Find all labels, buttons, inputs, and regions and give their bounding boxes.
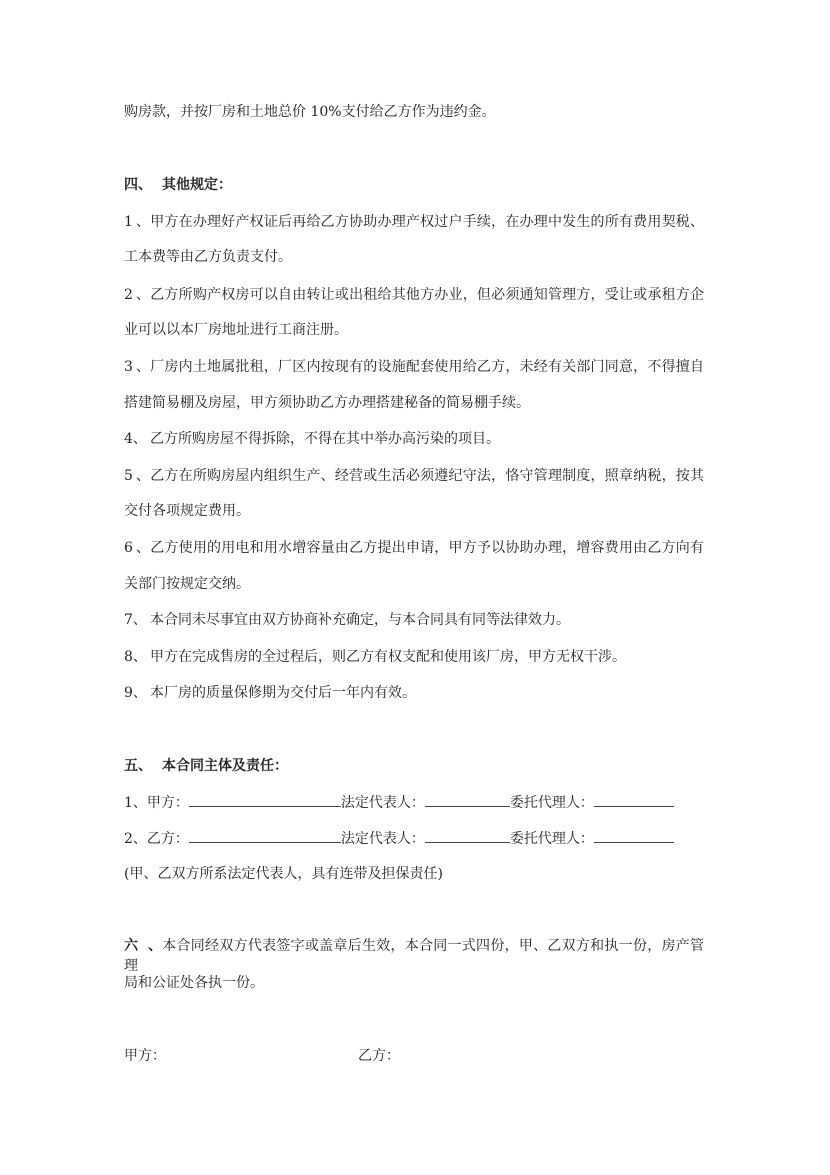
section5-heading: [124, 756, 288, 776]
item-num: 5、: [124, 468, 150, 484]
section6-paragraph: [124, 936, 704, 974]
list-item: [124, 538, 704, 558]
agent-field[interactable]: [594, 828, 674, 843]
item-num: 3、: [124, 359, 150, 375]
section4-heading: [124, 175, 232, 195]
agent-label: 委托代理人：: [509, 831, 594, 847]
rep-field[interactable]: [425, 828, 510, 843]
item-num: 4、: [124, 431, 147, 447]
agent-field[interactable]: [594, 792, 674, 807]
item-text: 乙方所购房屋不得拆除，不得在其中举办高污染的项目。: [150, 431, 500, 447]
list-item: [124, 429, 500, 449]
item-text: 本厂房的质量保修期为交付后一年内有效。: [150, 685, 416, 701]
party-label: 1、甲方：: [124, 795, 189, 811]
section6-num: 六、: [124, 938, 162, 954]
agent-label: 委托代理人：: [509, 795, 594, 811]
party-row-b: [124, 828, 674, 848]
item-num: 6、: [124, 540, 150, 556]
rep-field[interactable]: [425, 792, 510, 807]
item-text: 甲方在办理好产权证后再给乙方协助办理产权过户手续，在办理中发生的所有费用契税、: [150, 214, 704, 230]
item-text: 本合同未尽事宜由双方协商补充确定，与本合同具有同等法律效力。: [150, 612, 570, 628]
intro-tail: 购房款，并按厂房和土地总价 10%支付给乙方作为违约金。: [124, 104, 496, 120]
party-label: 2、乙方：: [124, 831, 189, 847]
list-item: [124, 285, 704, 305]
liability-note: (甲、乙双方所系法定代表人，具有连带及担保责任): [124, 866, 443, 882]
item-text: 工本费等由乙方负责支付。: [124, 249, 292, 265]
item-text: 乙方使用的用电和用水增容量由乙方提出申请，甲方予以协助办理，增容费用由乙方向有: [150, 540, 704, 556]
list-item: [124, 212, 704, 232]
rep-label: 法定代表人：: [340, 795, 425, 811]
list-item: [124, 647, 626, 667]
signature-party-a: 甲方：: [124, 1048, 166, 1064]
list-item: [124, 357, 704, 377]
section5-title: 本合同主体及责任：: [162, 758, 288, 774]
item-text: 关部门按规定交纳。: [124, 576, 250, 592]
item-text: 搭建简易棚及房屋，甲方须协助乙方办理搭建秘备的简易棚手续。: [124, 395, 530, 411]
rep-label: 法定代表人：: [340, 831, 425, 847]
section4-num: 四、: [124, 177, 152, 193]
item-num: 9、: [124, 685, 147, 701]
item-num: 2、: [124, 287, 150, 303]
list-item: [124, 683, 416, 703]
item-text: 乙方在所购房屋内组织生产、经营或生活必须遵纪守法，恪守管理制度，照章纳税，按其: [150, 468, 704, 484]
section5-num: 五、: [124, 758, 152, 774]
section6-text: 本合同经双方代表签字或盖章后生效，本合同一式四份，甲、乙双方和执一份，房产管理: [124, 938, 704, 974]
item-text: 甲方在完成售房的全过程后，则乙方有权支配和使用该厂房，甲方无权干涉。: [150, 649, 626, 665]
signature-party-b: 乙方：: [358, 1048, 400, 1064]
party-name-field[interactable]: [189, 828, 341, 843]
party-row-a: [124, 792, 674, 812]
section6-text: 局和公证处各执一份。: [124, 975, 264, 991]
item-num: 8、: [124, 649, 147, 665]
list-item: [124, 466, 704, 486]
section4-title: 其他规定：: [162, 177, 232, 193]
item-text: 厂房内土地属批租，厂区内按现有的设施配套使用给乙方，未经有关部门同意，不得擅自: [150, 359, 704, 375]
item-text: 业可以以本厂房地址进行工商注册。: [124, 322, 348, 338]
item-num: 7、: [124, 612, 147, 628]
item-text: 交付各项规定费用。: [124, 503, 250, 519]
list-item: [124, 610, 570, 630]
party-name-field[interactable]: [189, 792, 341, 807]
item-text: 乙方所购产权房可以自由转让或出租给其他方办业，但必须通知管理方，受让或承租方企: [150, 287, 704, 303]
item-num: 1、: [124, 214, 150, 230]
